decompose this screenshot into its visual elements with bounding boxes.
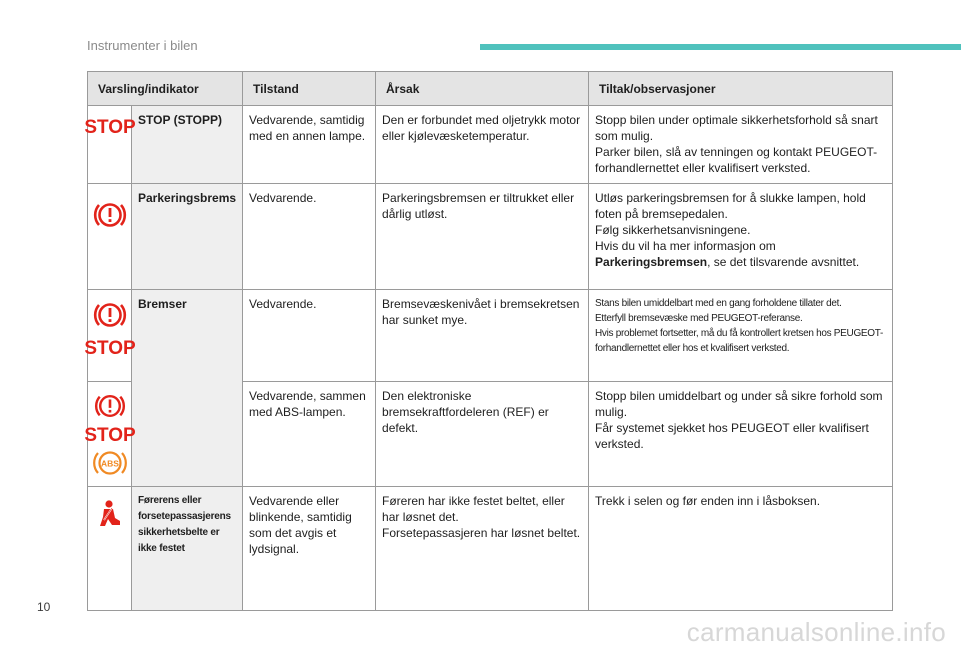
parking-brake-icon [93,200,127,230]
indicator-icon-cell [83,106,136,184]
action-line: Hvis problemet fortsetter, må du få kontrollert kretsen hos PEUGEOT-forhandlernettet eller hos et kvalifisert verksted. [595,328,884,354]
header-action: Tiltak/observasjoner [589,72,893,106]
svg-text:ABS: ABS [100,458,119,469]
action-text [589,106,893,184]
action-line: Stans bilen umiddelbart med en gang forholdene tillater det. [595,298,842,309]
action-line: Utløs parkeringsbremsen for å slukke lampen, hold foten på bremsepedalen. [595,191,866,221]
action-line [595,238,886,270]
page-number: 10 [37,600,51,614]
cause-text: Den elektroniske bremsekraftfordeleren (REF) er defekt. [376,382,589,487]
table-row [88,290,893,382]
indicator-name: STOP (STOPP) [132,106,243,184]
action-more-suffix: , se det tilsvarende avsnittet. [707,255,860,269]
section-reference: Parkeringsbremsen [595,255,708,269]
action-line: Får systemet sjekket hos PEUGEOT eller kvalifisert verksted. [595,421,869,451]
state-text: Vedvarende, samtidig med en annen lampe. [243,106,376,184]
action-line: Trekk i selen og før enden inn i låsboksen. [595,494,821,508]
seatbelt-icon [96,499,124,531]
stop-text-icon [83,116,136,138]
header-indicator: Varsling/indikator [88,72,243,106]
table-header-row [88,72,893,106]
indicator-name: Bremser [132,290,243,487]
brake-icon [93,392,127,420]
svg-text:STOP: STOP [83,338,136,359]
cause-text [376,487,589,611]
cause-text: Den er forbundet med oljetrykk motor eller kjølevæsketemperatur. [376,106,589,184]
header-cause: Årsak [376,72,589,106]
table-row [88,487,893,611]
action-line: Stopp bilen umiddelbart og under så sikre forhold som mulig. [595,389,883,419]
action-text [589,290,893,382]
indicator-name: Førerens eller forsetepassasjerens sikkerhetsbelte er ikke festet [132,487,243,611]
action-line: Etterfyll bremsevæske med PEUGEOT-referanse. [595,313,803,324]
indicator-icon-cell [88,184,132,290]
state-text: Vedvarende eller blinkende, samtidig som det avgis et lydsignal. [243,487,376,611]
cause-line: Føreren har ikke festet beltet, eller har løsnet det. [382,494,565,524]
brake-icon [93,300,127,330]
action-more-text: Hvis du vil ha mer informasjon om [595,239,776,253]
cause-text: Bremsevæskenivået i bremsekretsen har sunket mye. [376,290,589,382]
header-state: Tilstand [243,72,376,106]
svg-text:STOP: STOP [83,425,136,446]
header-accent-rule [480,44,961,50]
watermark: carmanualsonline.info [686,617,946,647]
state-text: Vedvarende, sammen med ABS-lampen. [243,382,376,487]
stop-text-icon [83,423,136,446]
page-section-title: Instrumenter i bilen [87,38,198,53]
state-text: Vedvarende. [243,290,376,382]
warning-lights-table [83,71,893,611]
abs-icon [92,448,128,478]
action-text [589,382,893,487]
table-row [88,184,893,290]
stop-text-icon [83,336,136,359]
state-text: Vedvarende. [243,184,376,290]
indicator-icon-cell [83,290,136,382]
action-text [589,487,893,611]
indicator-name: Parkeringsbrems [132,184,243,290]
action-line: Parker bilen, slå av tenningen og kontakt PEUGEOT-forhandlernettet eller kvalifisert verksted. [595,145,878,175]
action-text [589,184,893,290]
cause-text: Parkeringsbremsen er tiltrukket eller dårlig utløst. [376,184,589,290]
table-row [88,106,893,184]
svg-text:STOP: STOP [83,117,136,138]
indicator-icon-cell [88,487,132,611]
indicator-icon-cell [83,382,136,487]
action-line: Følg sikkerhetsanvisningene. [595,223,751,237]
action-line: Stopp bilen under optimale sikkerhetsforhold så snart som mulig. [595,113,878,143]
cause-line: Forsetepassasjeren har løsnet beltet. [382,526,581,540]
